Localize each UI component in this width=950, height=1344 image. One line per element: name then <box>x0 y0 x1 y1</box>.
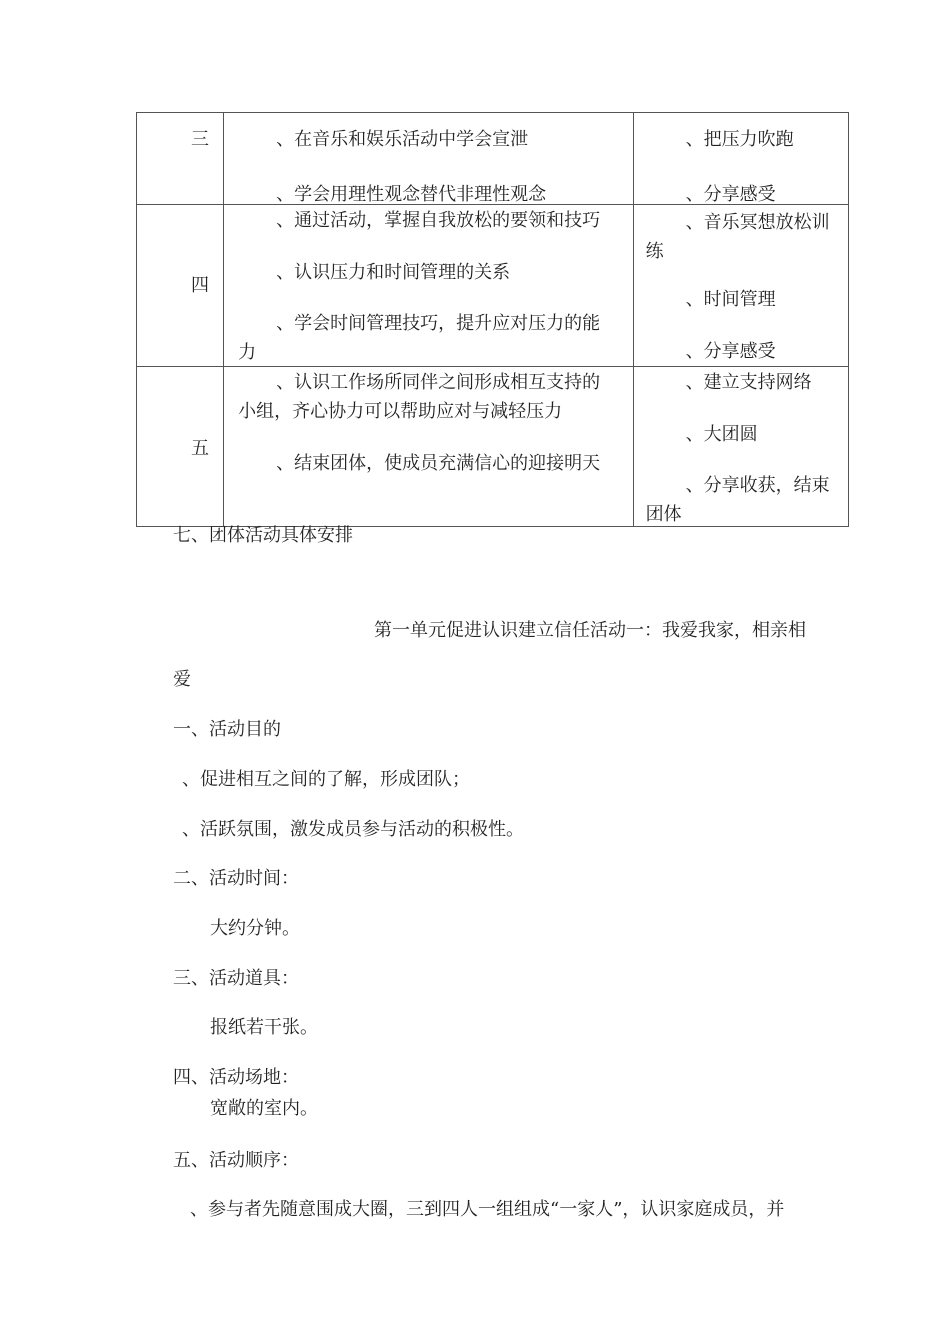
activity-line: 、时间管理 <box>685 289 776 310</box>
unit-cell <box>137 367 224 527</box>
goals-cell <box>224 205 634 367</box>
activity-line: 、分享感受 <box>685 341 776 362</box>
table-row <box>137 205 849 367</box>
activity-plan-table <box>136 112 849 527</box>
heading-time: 二、活动时间： <box>173 868 299 889</box>
unit-cell <box>137 205 224 367</box>
goal-line: 、认识压力和时间管理的关系 <box>276 262 511 283</box>
unit-label: 四 <box>191 275 209 296</box>
sequence-text: 、参与者先随意围成大圈，三到四人一组组成“一家人”，认识家庭成员，并 <box>190 1199 785 1220</box>
time-text: 大约分钟。 <box>210 918 300 939</box>
unit-title-continued: 爱 <box>173 669 191 690</box>
unit-cell <box>137 113 224 205</box>
goals-cell <box>224 367 634 527</box>
table-row <box>137 113 849 205</box>
goal-line: 、学会时间管理技巧，提升应对压力的能 <box>276 313 601 334</box>
goals-cell <box>224 113 634 205</box>
purpose-item: 、活跃氛围，激发成员参与活动的积极性。 <box>182 819 524 840</box>
section-heading: 七、团体活动具体安排 <box>173 525 353 546</box>
activity-line: 练 <box>645 241 664 262</box>
activity-line: 、大团圆 <box>685 424 758 445</box>
activity-line: 、分享感受 <box>685 184 776 205</box>
activity-line: 团体 <box>645 504 682 525</box>
table-row <box>137 367 849 527</box>
activities-cell <box>633 367 848 527</box>
unit-label: 五 <box>191 438 209 459</box>
activities-cell <box>633 113 848 205</box>
unit-label: 三 <box>191 129 209 150</box>
goal-line: 、学会用理性观念替代非理性观念 <box>276 184 547 205</box>
purpose-item: 、促进相互之间的了解，形成团队； <box>182 769 470 790</box>
venue-text: 宽敞的室内。 <box>210 1098 318 1119</box>
goal-line: 力 <box>238 342 257 363</box>
goal-line: 、结束团体，使成员充满信心的迎接明天 <box>276 453 601 474</box>
goal-line: 、认识工作场所同伴之间形成相互支持的 <box>276 372 601 393</box>
heading-props: 三、活动道具： <box>173 968 299 989</box>
props-text: 报纸若干张。 <box>210 1017 318 1038</box>
activities-cell <box>633 205 848 367</box>
goal-line: 、在音乐和娱乐活动中学会宣泄 <box>276 129 529 150</box>
activity-line: 、把压力吹跑 <box>685 129 794 150</box>
heading-sequence: 五、活动顺序： <box>173 1150 299 1171</box>
activity-line: 、分享收获，结束 <box>685 475 830 496</box>
activity-line: 、音乐冥想放松训 <box>685 212 830 233</box>
heading-purpose: 一、活动目的 <box>173 719 281 740</box>
goal-line: 小组，齐心协力可以帮助应对与减轻压力 <box>238 401 563 422</box>
activity-line: 、建立支持网络 <box>685 372 812 393</box>
goal-line: 、通过活动，掌握自我放松的要领和技巧 <box>276 210 601 231</box>
unit-title: 第一单元促进认识建立信任活动一：我爱我家，相亲相 <box>374 620 806 641</box>
heading-venue: 四、活动场地： <box>173 1067 299 1088</box>
